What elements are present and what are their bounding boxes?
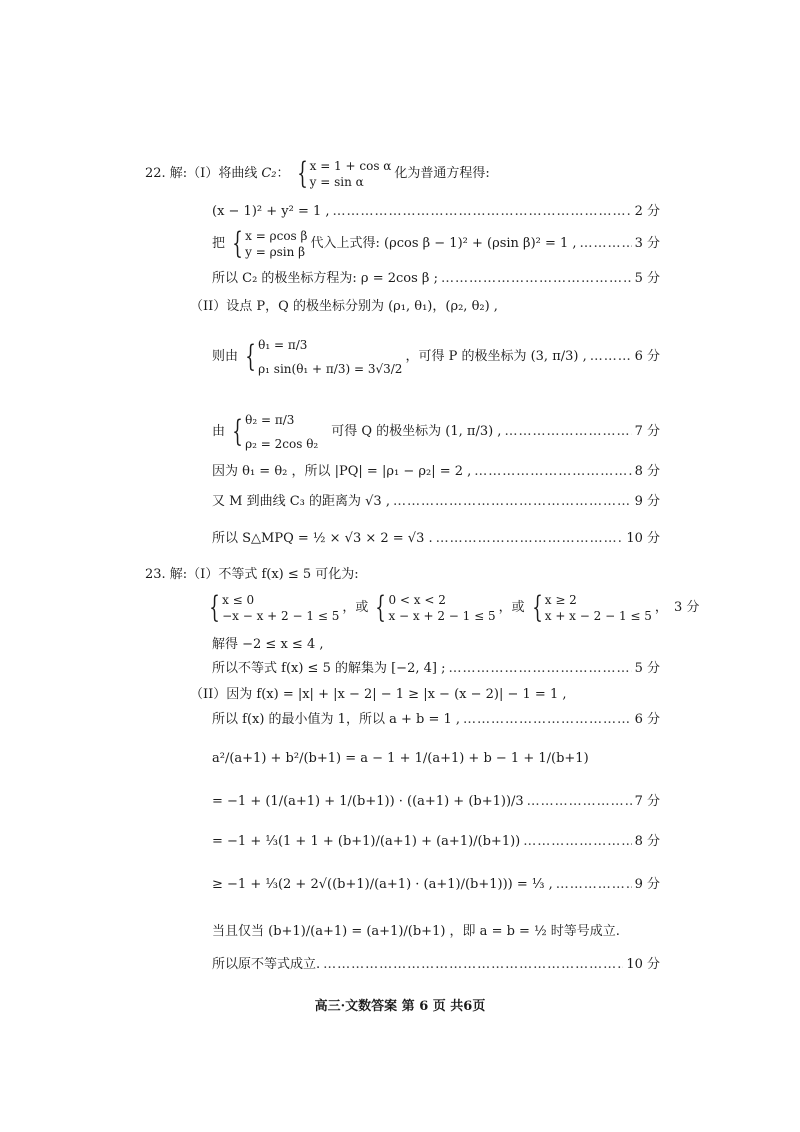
expr-4: ≥ −1 + ⅓(2 + 2√((b+1)/(a+1) · (a+1)/(b+1))) = ⅓ , [212, 877, 553, 892]
or-1: ，或 [342, 599, 369, 615]
q23-line-final [212, 958, 660, 973]
q22-head-tail: 化为普通方程得: [394, 165, 490, 181]
q23-line-cases [205, 590, 700, 626]
q22-line-p [212, 333, 660, 381]
min-text: 所以 f(x) 的最小值为 1，所以 a + b = 1 , [212, 712, 461, 727]
q22-header [145, 158, 490, 190]
score-7: 7 分 [634, 794, 660, 809]
solve-text: 解得 −2 ≤ x ≤ 4 , [212, 637, 324, 652]
case2-ineq: x − x + 2 − 1 ≤ 5 [388, 609, 496, 624]
leader-dots [436, 532, 624, 547]
expr-3: = −1 + ⅓(1 + 1 + (b+1)/(a+1) + (a+1)/(b+1)) [212, 834, 521, 849]
leader-dots [393, 495, 632, 510]
page-footer: 高三·文数答案 第 6 页 共6页 [314, 999, 486, 1014]
case3-ineq: x + x − 2 − 1 ≤ 5 [544, 609, 652, 624]
score-2: 2 分 [634, 204, 660, 219]
param-y: y = sin α [309, 175, 364, 190]
q23-head-text: 23. 解:（I）不等式 f(x) ≤ 5 可化为: [145, 567, 359, 582]
case-2: { 0 < x < 2 x − x + 2 − 1 ≤ 5 [375, 590, 496, 626]
q23-line-e3 [212, 835, 660, 850]
leader-dots [527, 795, 632, 810]
case3-cond: x ≥ 2 [544, 593, 577, 607]
score-3: 3 分 [673, 599, 700, 615]
leader-dots [323, 958, 623, 973]
leader-dots [441, 272, 632, 287]
q23-part2-head [190, 688, 566, 703]
leader-dots [333, 205, 632, 220]
score-8: 8 分 [634, 834, 660, 849]
leader-dots [556, 878, 632, 893]
score-6: 6 分 [634, 712, 660, 727]
leader-dots [590, 350, 632, 365]
q23-line-e2 [212, 795, 660, 810]
q23-line-equality [212, 925, 620, 940]
q22-line-q [212, 408, 660, 456]
score-3: 3 分 [634, 235, 660, 251]
q22-line-sub [212, 228, 660, 260]
param-x: x = 1 + cos α [309, 159, 392, 173]
pq-text: 因为 θ₁ = θ₂ ，所以 |PQ| = |ρ₁ − ρ₂| = 2 , [212, 464, 472, 479]
score-6: 6 分 [634, 348, 660, 364]
score-7: 7 分 [634, 423, 660, 439]
q22-line-polar [212, 272, 660, 287]
leader-dots [448, 662, 631, 677]
q23-line-e1 [212, 752, 589, 767]
q22-line-pq [212, 465, 660, 480]
equality-condition: 当且仅当 (b+1)/(a+1) = (a+1)/(b+1) ，即 a = b = ½ 时等号成立. [212, 924, 620, 939]
colon: ： [276, 165, 290, 181]
system-p: { θ₁ = π/3 ρ₁ sin(θ₁ + π/3) = 3√3/2 [241, 333, 402, 381]
curve-c2-label: C₂ [261, 165, 277, 181]
get-q-text: 可得 Q 的极坐标为 (1, π/3) , [331, 423, 502, 439]
q23-line-e4 [212, 878, 660, 893]
score-5: 5 分 [634, 271, 660, 286]
score-5: 5 分 [634, 661, 660, 676]
part2-text: （II）因为 f(x) = |x| + |x − 2| − 1 ≥ |x − (x − 2)| − 1 = 1 , [190, 687, 567, 702]
q23-header [145, 568, 359, 583]
leader-dots [463, 713, 632, 728]
dist-text: 又 M 到曲线 C₃ 的距离为 √3 , [212, 494, 390, 509]
q23-line-sol [212, 662, 660, 677]
rho1-eq: ρ₁ sin(θ₁ + π/3) = 3√3/2 [258, 362, 403, 376]
get-p-text: ，可得 P 的极坐标为 (3, π/3) , [405, 348, 587, 364]
expr-1: a²/(a+1) + b²/(b+1) = a − 1 + 1/(a+1) + b − 1 + 1/(b+1) [212, 751, 589, 766]
leader-dots [504, 425, 631, 440]
case1-ineq: −x − x + 2 − 1 ≤ 5 [222, 609, 340, 624]
part2-text: （II）设点 P，Q 的极坐标分别为 (ρ₁, θ₁)，(ρ₂, θ₂) , [190, 299, 498, 314]
q22-line-area [212, 532, 660, 547]
q22-line-eq1 [212, 205, 660, 220]
q22-part2-head [190, 300, 498, 315]
final-text: 所以原不等式成立. [212, 957, 321, 972]
q22-head-text: 22. 解:（I）将曲线 [145, 165, 258, 181]
rho2-eq: ρ₂ = 2cos θ₂ [245, 437, 319, 451]
score-9: 9 分 [634, 877, 660, 892]
leader-dots [580, 237, 632, 252]
system-q: { θ₂ = π/3 ρ₂ = 2cos θ₂ [228, 408, 318, 456]
leader-dots [523, 835, 631, 850]
theta1-eq: θ₁ = π/3 [258, 338, 308, 352]
case-3: { x ≥ 2 x + x − 2 − 1 ≤ 5 [531, 590, 652, 626]
substitution-text: 代入上式得: (ρcos β − 1)² + (ρsin β)² = 1 , [310, 235, 577, 251]
case2-cond: 0 < x < 2 [388, 593, 446, 607]
area-text: 所以 S△MPQ = ½ × √3 × 2 = √3 . [212, 531, 433, 546]
zeyou-text: 则由 [212, 348, 239, 364]
score-10: 10 分 [626, 531, 660, 546]
polar-x: x = ρcos β [245, 229, 308, 243]
expr-2: = −1 + (1/(a+1) + 1/(b+1)) · ((a+1) + (b+1))/3 [212, 794, 524, 809]
solution-set: 所以不等式 f(x) ≤ 5 的解集为 [−2, 4] ; [212, 661, 446, 676]
polar-equation: 所以 C₂ 的极坐标方程为: ρ = 2cos β ; [212, 271, 438, 286]
case-1: { x ≤ 0 −x − x + 2 − 1 ≤ 5 [209, 590, 340, 626]
case1-cond: x ≤ 0 [222, 593, 255, 607]
leader-dots [474, 465, 631, 480]
theta2-eq: θ₂ = π/3 [245, 413, 295, 427]
ba-text: 把 [212, 235, 226, 251]
score-9: 9 分 [634, 494, 660, 509]
polar-system: { x = ρcos β y = ρsin β [232, 226, 308, 262]
score-8: 8 分 [634, 464, 660, 479]
q22-line-dist [212, 495, 660, 510]
param-system: { x = 1 + cos α y = sin α [296, 156, 392, 192]
or-2: ，或 [498, 599, 525, 615]
q23-line-min [212, 713, 660, 728]
polar-y: y = ρsin β [245, 245, 306, 260]
q23-line-solve [212, 638, 323, 653]
equation-circle: (x − 1)² + y² = 1 , [212, 204, 330, 219]
comma: ， [654, 599, 668, 615]
score-10: 10 分 [626, 957, 660, 972]
you-text: 由 [212, 423, 226, 439]
